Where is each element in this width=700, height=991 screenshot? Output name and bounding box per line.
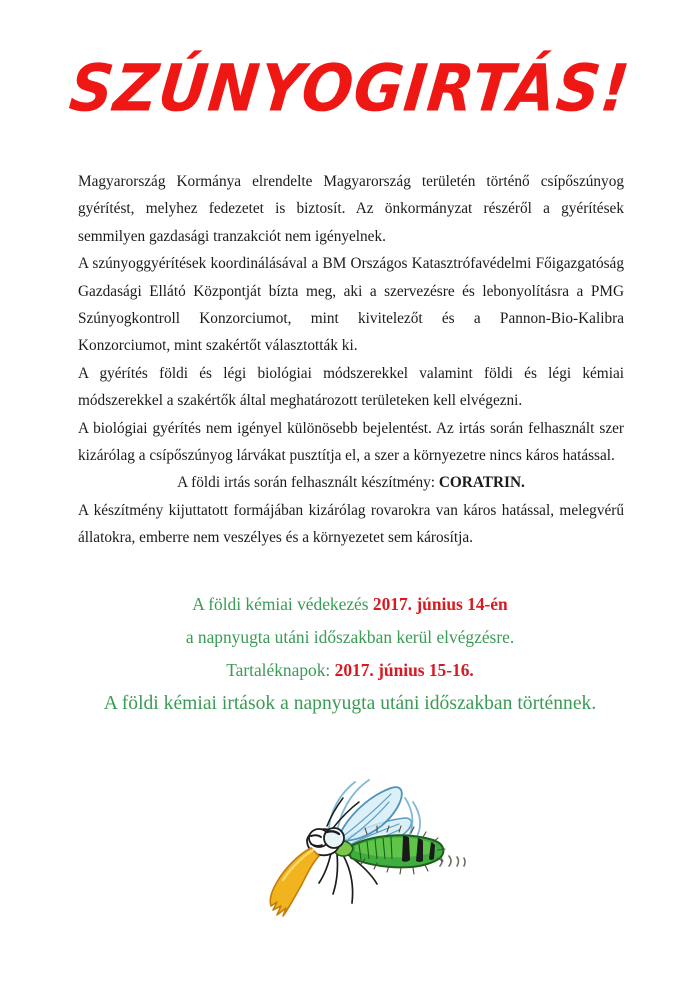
announcement-line-1 bbox=[40, 588, 660, 621]
paragraph-3: A gyérítés földi és légi biológiai módszerekkel valamint földi és légi kémiai módszerekkel a szakértők által meghatározott területeken kell elvégezni. bbox=[78, 364, 624, 410]
body-text-block bbox=[78, 168, 624, 552]
product-name: CORATRIN. bbox=[438, 474, 525, 492]
poster-title-container bbox=[0, 51, 700, 127]
paragraph-1: Magyarország Kormánya elrendelte Magyarország területén történő csípőszúnyog gyérítést, melyhez fedezetet is biztosít. Az önkormányzat részéről a gyérítések semmilyen gazdasági tranzakciót nem igényelnek. bbox=[78, 173, 624, 245]
announcement-line-1-prefix: A földi kémiai védekezés bbox=[192, 594, 373, 614]
product-line-prefix: A földi irtás során felhasznált készítmény: bbox=[177, 474, 439, 492]
product-line bbox=[78, 469, 624, 496]
paragraph-closing: A készítmény kijuttatott formájában kizárólag rovarokra van káros hatással, melegvérű állatokra, emberre nem veszélyes és a környezetet sem károsítja. bbox=[78, 501, 624, 547]
announcement-date-reserve: 2017. június 15-16. bbox=[334, 660, 474, 680]
announcement-date-primary: 2017. június 14-én bbox=[372, 594, 508, 614]
mosquito-illustration bbox=[255, 768, 475, 933]
announcement-block bbox=[40, 588, 660, 721]
announcement-line-3 bbox=[40, 654, 660, 687]
paragraph-4: A biológiai gyérítés nem igényel különösebb bejelentést. Az irtás során felhasznált szer kizárólag a csípőszúnyog lárvákat pusztítja el, a szer a környezetre nincs káros hatással. bbox=[78, 419, 624, 465]
announcement-line-4: A földi kémiai irtások a napnyugta utáni időszakban történnek. bbox=[103, 693, 597, 714]
page-title: SZÚNYOGIRTÁS! bbox=[66, 51, 634, 127]
announcement-line-3-prefix: Tartaléknapok: bbox=[226, 660, 335, 680]
announcement-line-2: a napnyugta utáni időszakban kerül elvégzésre. bbox=[185, 627, 515, 647]
paragraph-2: A szúnyoggyérítések koordinálásával a BM Országos Katasztrófavédelmi Főigazgatóság Gazdasági Ellátó Központját bízta meg, aki a szervezésre és lebonyolításra a PMG Szúnyogkontroll Konzorciumot, mint kivitelezőt és a Pannon-Bio-Kalibra Konzorciumot, mint szakértőt választották ki. bbox=[78, 255, 624, 355]
